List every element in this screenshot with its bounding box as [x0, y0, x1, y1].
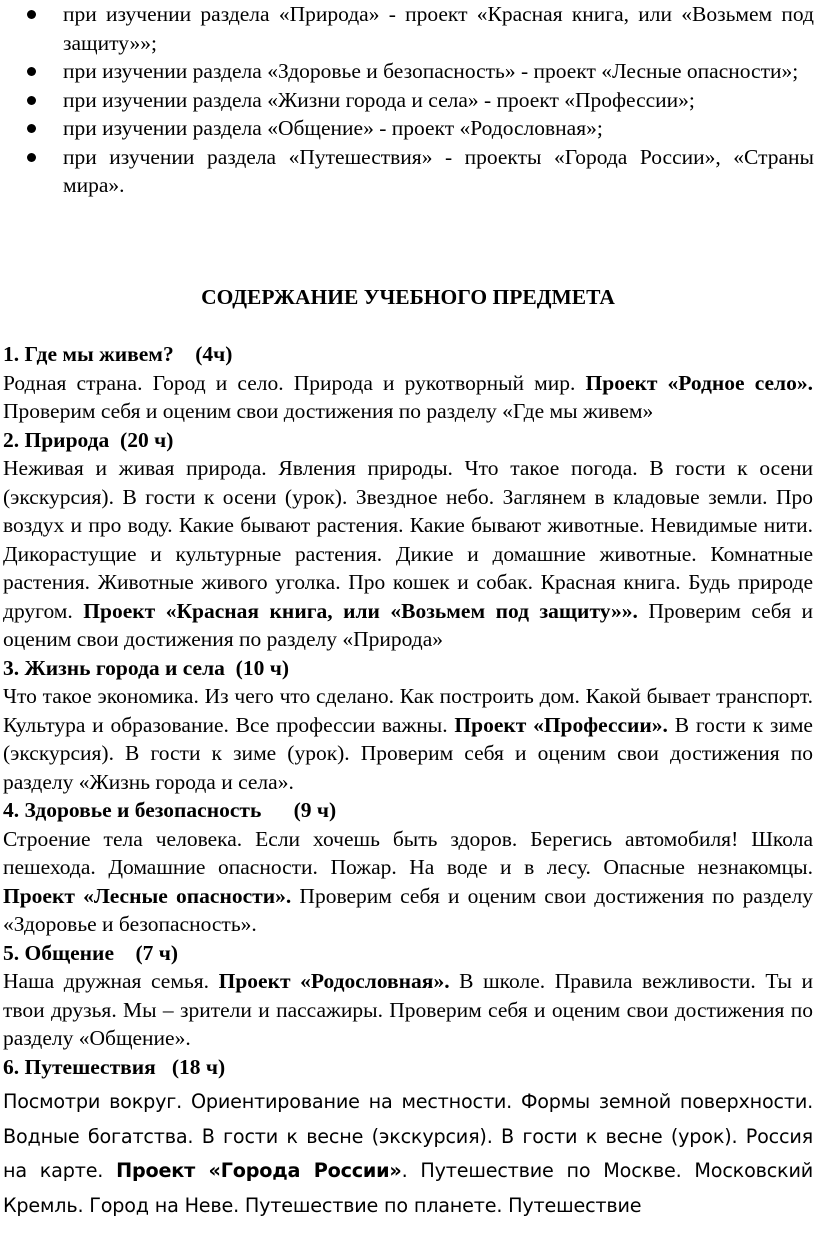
list-item: при изучении раздела «Жизни города и села» - проект «Профессии»;: [0, 86, 816, 115]
section-title: 5. Общение (7 ч): [3, 940, 179, 965]
section-title: 4. Здоровье и безопасность (9 ч): [3, 798, 337, 822]
sections: [3, 340, 813, 1223]
list-item: при изучении раздела «Природа» - проект «Красная книга, или «Возьмем под защиту»»;: [0, 0, 816, 57]
bullet-icon: [27, 96, 36, 105]
section-nature: [3, 426, 813, 654]
list-item: при изучении раздела «Путешествия» - проекты «Города России», «Страны мира».: [0, 143, 816, 200]
section-where-we-live: [3, 340, 813, 426]
bullet-icon: [27, 10, 36, 19]
project-name: Проект «Родословная».: [218, 969, 450, 993]
section-travel: [3, 1053, 813, 1224]
section-title: 2. Природа (20 ч): [3, 427, 174, 452]
section-city-and-village: [3, 654, 813, 797]
section-text: Посмотри вокруг. Ориентирование на местности. Формы земной поверхности. Водные богатства. В гости к весне (экскурсия). В гости к весне (урок). Россия на карте. Проект «Города России». Путешествие по Москве. Московский Кремль. Город на Неве. Путешествие по планете. Путешествие: [3, 1090, 813, 1217]
section-health-and-safety: [3, 796, 813, 939]
section-text: Наша дружная семья. Проект «Родословная». В школе. Правила вежливости. Ты и твои друзья. Мы – зрители и пассажиры. Проверим себя и оценим свои достижения по разделу «Общение».: [3, 969, 813, 1050]
bullet-icon: [27, 67, 36, 76]
bullet-icon: [27, 153, 36, 162]
section-text: Что такое экономика. Из чего что сделано. Как построить дом. Какой бывает транспорт. Культура и образование. Все профессии важны. Проект «Профессии». В гости к зиме (экскурсия). В гости к зиме (урок). Проверим себя и оценим свои достижения по разделу «Жизнь города и села».: [3, 684, 813, 794]
section-text: Родная страна. Город и село. Природа и рукотворный мир. Проект «Родное село». Проверим себя и оценим свои достижения по разделу «Где мы живем»: [3, 370, 813, 423]
page-title: СОДЕРЖАНИЕ УЧЕБНОГО ПРЕДМЕТА: [201, 285, 615, 309]
list-item: при изучении раздела «Здоровье и безопасность» - проект «Лесные опасности»;: [0, 57, 816, 86]
project-name: Проект «Профессии».: [454, 712, 668, 737]
section-title: 6. Путешествия (18 ч): [3, 1054, 226, 1079]
section-text: Неживая и живая природа. Явления природы. Что такое погода. В гости к осени (экскурсия). В гости к осени (урок). Звездное небо. Заглянем в кладовые земли. Про воздух и про воду. Какие бывают растения. Какие бывают животные. Невидимые нити. Дикорастущие и культурные растения. Дикие и домашние животные. Комнатные растения. Животные живого уголка. Про кошек и собак. Красная книга. Будь природе другом. Проект «Красная книга, или «Возьмем под защиту»». Проверим себя и оценим свои достижения по разделу «Природа»: [3, 456, 813, 651]
project-name: Проект «Красная книга, или «Возьмем под защиту»».: [83, 598, 638, 623]
project-name: Проект «Родное село».: [585, 370, 813, 395]
section-title: 3. Жизнь города и села (10 ч): [3, 655, 289, 680]
project-name: Проект «Лесные опасности».: [3, 883, 292, 908]
section-text: Строение тела человека. Если хочешь быть здоров. Берегись автомобиля! Школа пешехода. Домашние опасности. Пожар. На воде и в лесу. Опасные незнакомцы. Проект «Лесные опасности». Проверим себя и оценим свои достижения по разделу «Здоровье и безопасность».: [3, 826, 814, 936]
project-bullet-list: [0, 0, 816, 200]
bullet-icon: [27, 124, 36, 133]
section-communication: [3, 939, 813, 1053]
list-item: при изучении раздела «Общение» - проект «Родословная»;: [0, 114, 816, 143]
project-name: Проект «Города России»: [116, 1159, 402, 1182]
section-title: 1. Где мы живем? (4ч): [3, 342, 233, 366]
